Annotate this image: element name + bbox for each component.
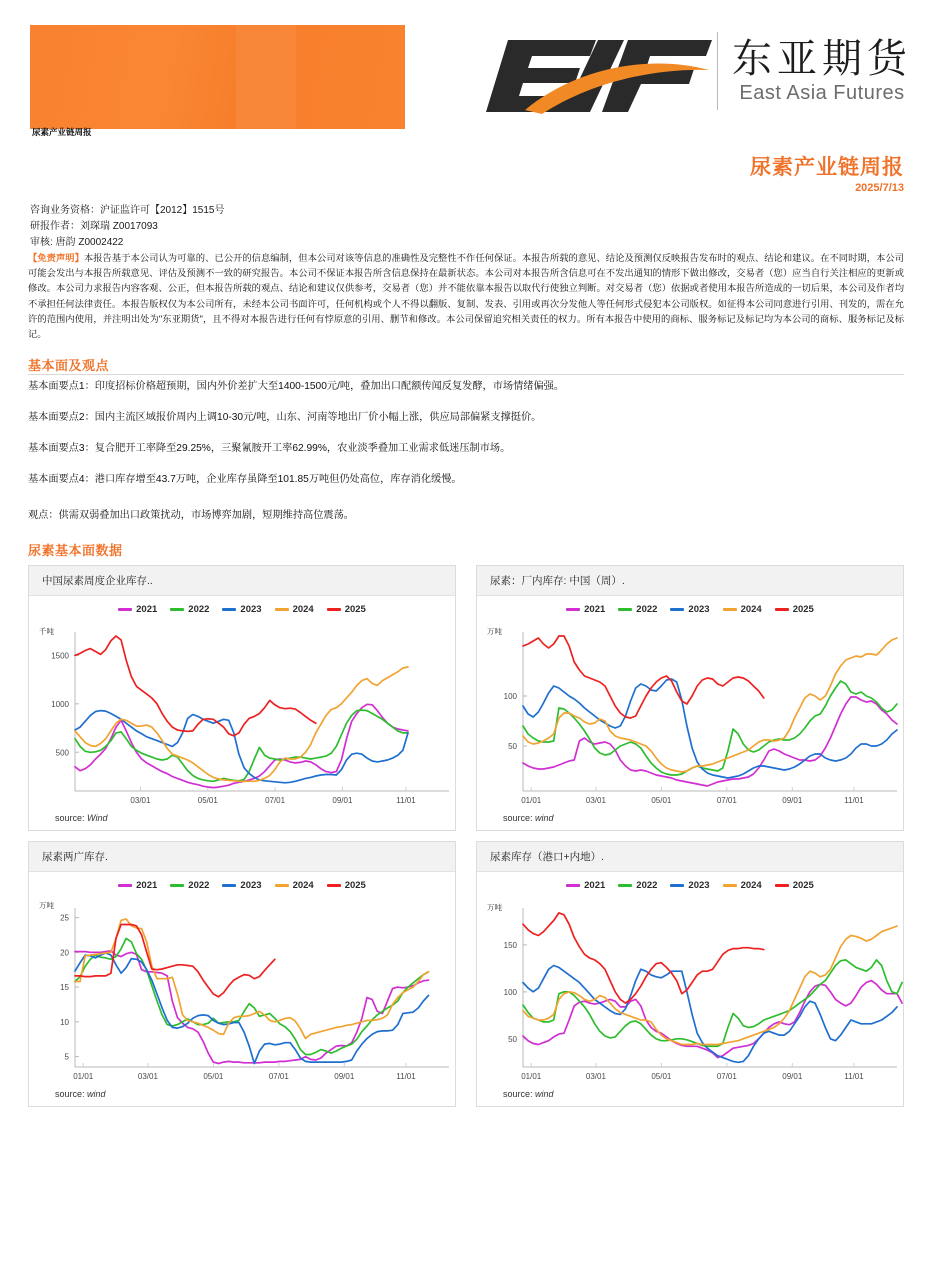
chart-y-unit: 万吨 [487, 627, 502, 636]
chart-y-unit: 万吨 [487, 903, 502, 912]
section-heading-data: 尿素基本面数据 [28, 543, 123, 558]
section-divider-fundamentals [28, 374, 904, 375]
series-line-2023 [523, 966, 897, 1063]
x-tick-label: 05/01 [651, 796, 672, 805]
y-tick-label: 15 [60, 983, 69, 993]
chart-source: source: wind [503, 1089, 554, 1099]
x-tick-label: 05/01 [197, 796, 218, 805]
report-date: 2025/7/13 [855, 182, 904, 195]
chart-svg [29, 596, 455, 813]
x-tick-label: 07/01 [265, 796, 286, 805]
fundamental-points-list [28, 380, 908, 504]
x-tick-label: 07/01 [716, 1072, 737, 1081]
legend-label: 2023 [688, 880, 710, 891]
report-title-block [750, 155, 904, 194]
chart-card [28, 565, 456, 831]
legend-label: 2022 [636, 604, 658, 615]
chart-svg [477, 596, 903, 813]
legend-label: 2021 [136, 880, 158, 891]
chart-plot-area[interactable] [29, 596, 455, 813]
x-tick-label: 11/01 [844, 796, 864, 805]
meta-qualification: 咨询业务资格：沪证监许可【2012】1515号 [30, 205, 225, 216]
x-tick-label: 03/01 [130, 796, 151, 805]
series-line-2022 [75, 938, 429, 1054]
legend-label: 2025 [344, 604, 366, 615]
y-tick-label: 50 [508, 742, 517, 751]
company-name-block [732, 38, 912, 105]
fundamental-point: 基本面要点4：港口库存增至43.7万吨，企业库存虽降至101.85万吨但仍处高位，库存消化缓慢。 [28, 474, 462, 485]
legend-label: 2022 [188, 880, 210, 891]
y-tick-label: 25 [60, 913, 69, 923]
chart-card [476, 841, 904, 1107]
legend-label: 2024 [292, 604, 314, 615]
legend-label: 2021 [584, 880, 606, 891]
chart-title: 尿素：厂内库存: 中国（周）. [477, 566, 903, 596]
x-tick-label: 09/01 [332, 796, 353, 805]
y-tick-label: 150 [503, 940, 517, 950]
chart-y-unit: 千吨 [39, 627, 54, 636]
chart-y-unit: 万吨 [39, 901, 54, 910]
legend-label: 2025 [344, 880, 366, 891]
chart-title: 尿素两广库存. [29, 842, 455, 872]
legend-label: 2024 [292, 880, 314, 891]
x-tick-label: 09/01 [782, 796, 803, 805]
series-line-2024 [523, 926, 897, 1044]
y-tick-label: 100 [503, 987, 517, 997]
disclaimer-flag: 【免责声明】 [28, 253, 84, 263]
chart-plot-area[interactable] [29, 872, 455, 1089]
x-tick-label: 05/01 [651, 1072, 672, 1081]
page-header [0, 0, 930, 140]
x-tick-label: 01/01 [73, 1072, 94, 1081]
series-line-2025 [523, 913, 764, 1003]
fundamental-point: 基本面要点3：复合肥开工率降至29.25%，三聚氰胺开工率62.99%，农业淡季叠加工业需求低迷压制市场。 [28, 443, 511, 454]
eaf-logo-icon [478, 28, 713, 114]
x-tick-label: 03/01 [585, 796, 606, 805]
legend-label: 2024 [740, 604, 762, 615]
series-line-2024 [523, 638, 897, 772]
fundamental-point: 基本面要点2：国内主流区域报价周内上调10-30元/吨，山东、河南等地出厂价小幅上涨，供应局部偏紧支撑挺价。 [28, 412, 542, 423]
fundamental-point: 基本面要点1：印度招标价格超预期，国内外价差扩大至1400-1500元/吨，叠加出口配额传闻反复发酵，市场情绪偏强。 [28, 381, 565, 392]
x-tick-label: 11/01 [844, 1072, 864, 1081]
series-line-2021 [75, 704, 408, 787]
series-line-2025 [75, 636, 316, 736]
y-tick-label: 100 [503, 692, 517, 701]
disclaimer-body: 本报告基于本公司认为可靠的、已公开的信息编制，但本公司对该等信息的准确性及完整性不作任何保证。本报告所载的意见、结论及预测仅反映报告发布时的观点、结论和建议。在不同时期，本公司可能会发出与本报告所载意见、评估及预测不一致的研究报告。本公司不保证本报告所含信息保持在最新状态。本公司对本报告所含信息可在不发出通知的情形下做出修改，交易者（您）应当自行关注相应的更新或修改。本公司力求报告内容客观、公正，但本报告所载的观点、结论和建议仅供参考，交易者（您）并不能依靠本报告以取代行使独立判断。对交易者（您）依据或者使用本报告所造成的一切后果，本公司及作者均不承担任何法律责任。本报告版权仅为本公司所有，未经本公司书面许可，任何机构或个人不得以翻版、复制、发表、引用或再次分发他人等任何形式侵犯本公司版权。如征得本公司同意进行引用、刊发的，需在允许的范围内使用，并注明出处为"东亚期货"，且不得对本报告进行任何有悖原意的引用、删节和修改。本公司保留追究相关责任的权力。所有本报告中使用的商标、服务标记及标记均为本公司的商标、服务标记及标记。 [28, 253, 904, 340]
legend-label: 2023 [688, 604, 710, 615]
x-tick-label: 11/01 [396, 1072, 416, 1081]
y-tick-label: 20 [60, 948, 69, 958]
header-orange-band [30, 25, 405, 129]
page-title: 尿素产业链周报 [750, 156, 904, 179]
x-tick-label: 07/01 [716, 796, 737, 805]
legend-label: 2022 [188, 604, 210, 615]
series-line-2022 [523, 960, 902, 1046]
company-logo [478, 26, 912, 116]
chart-svg [29, 872, 455, 1089]
series-line-2023 [75, 711, 408, 783]
header-report-tag: 尿素产业链周报 [32, 127, 92, 137]
logo-divider [717, 32, 718, 110]
y-tick-label: 500 [55, 748, 69, 758]
chart-title: 中国尿素周度企业库存.. [29, 566, 455, 596]
x-tick-label: 03/01 [137, 1072, 158, 1081]
company-name-cn: 东亚期货 [732, 36, 912, 81]
legend-label: 2024 [740, 880, 762, 891]
series-line-2024 [75, 667, 408, 781]
legend-label: 2022 [636, 880, 658, 891]
legend-label: 2025 [792, 604, 814, 615]
chart-plot-area[interactable] [477, 596, 903, 813]
legend-label: 2021 [136, 604, 158, 615]
opinion-text: 观点：供需双弱叠加出口政策扰动，市场博弈加剧，短期维持高位震荡。 [28, 510, 354, 521]
chart-card [476, 565, 904, 831]
chart-source: source: wind [503, 813, 554, 823]
x-tick-label: 11/01 [396, 796, 416, 805]
disclaimer [28, 251, 904, 342]
chart-card [28, 841, 456, 1107]
meta-reviewer: 审核: 唐韵 Z0002422 [30, 237, 124, 248]
chart-source: source: Wind [55, 813, 108, 823]
chart-svg [477, 872, 903, 1089]
y-tick-label: 10 [60, 1017, 69, 1027]
legend-label: 2023 [240, 604, 262, 615]
y-tick-label: 1500 [51, 651, 69, 661]
legend-label: 2023 [240, 880, 262, 891]
series-line-2025 [523, 636, 764, 718]
meta-author: 研报作者：刘琛瑞 Z0017093 [30, 221, 158, 232]
legend-label: 2021 [584, 604, 606, 615]
company-name-en: East Asia Futures [739, 81, 905, 104]
chart-plot-area[interactable] [477, 872, 903, 1089]
chart-source: source: wind [55, 1089, 106, 1099]
y-tick-label: 5 [64, 1052, 69, 1062]
legend-label: 2025 [792, 880, 814, 891]
x-tick-label: 09/01 [782, 1072, 803, 1081]
y-tick-label: 50 [508, 1034, 517, 1044]
series-line-2021 [75, 951, 429, 1064]
x-tick-label: 03/01 [585, 1072, 606, 1081]
x-tick-label: 01/01 [521, 1072, 542, 1081]
series-line-2022 [523, 681, 897, 775]
charts-grid [28, 565, 904, 1107]
x-tick-label: 07/01 [268, 1072, 289, 1081]
x-tick-label: 05/01 [203, 1072, 224, 1081]
x-tick-label: 09/01 [334, 1072, 355, 1081]
y-tick-label: 1000 [51, 699, 69, 709]
report-meta [30, 203, 225, 251]
series-line-2024 [75, 919, 429, 1039]
x-tick-label: 01/01 [521, 796, 542, 805]
series-line-2023 [523, 679, 897, 778]
section-heading-fundamentals: 基本面及观点 [28, 358, 110, 373]
chart-title: 尿素库存（港口+内地）. [477, 842, 903, 872]
series-line-2021 [523, 697, 897, 786]
